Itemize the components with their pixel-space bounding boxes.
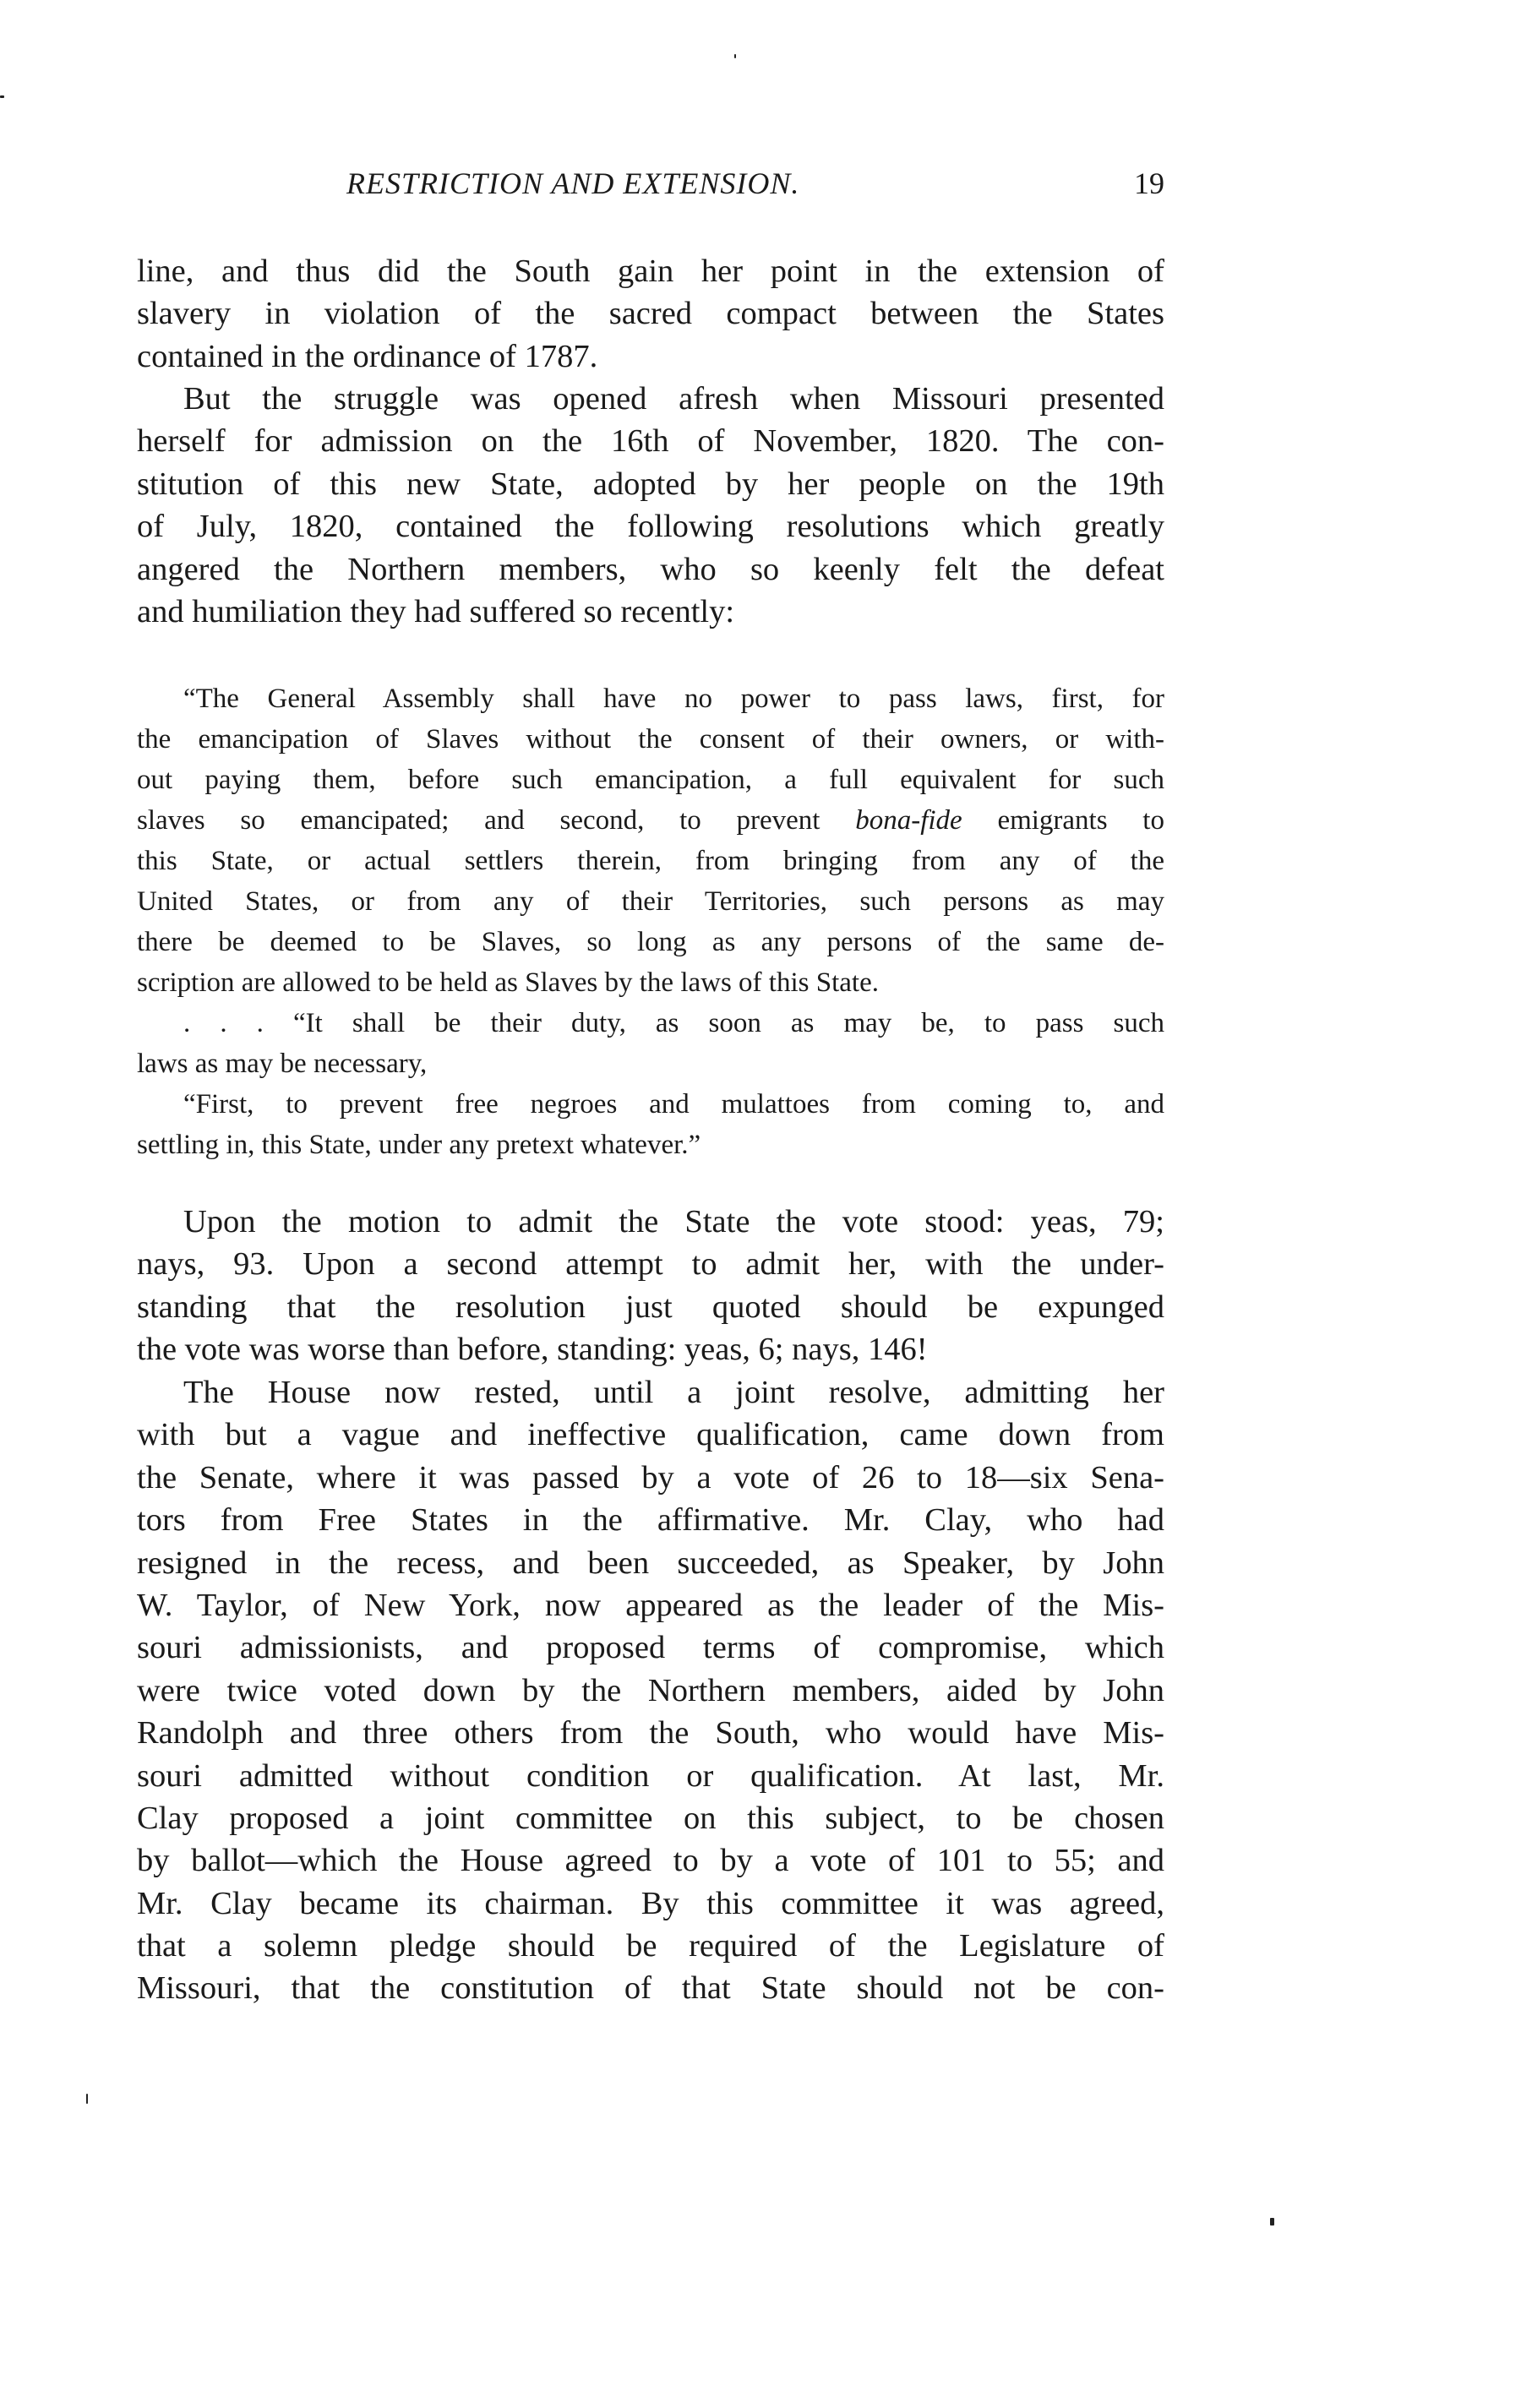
quote-line: settling in, this State, under any pretext whatever.”	[137, 1130, 701, 1160]
running-title: RESTRICTION AND EXTENSION.	[346, 166, 800, 200]
paragraph-2	[137, 378, 1164, 633]
text-line: the vote was worse than before, standing: yeas, 6; nays, 146!	[137, 1332, 928, 1368]
quote-line: . . . “It shall be their duty, as soon as may be, to pass such	[183, 1008, 1164, 1038]
scan-speck	[734, 54, 736, 58]
text-line: line, and thus did the South gain her point in the extension of	[137, 253, 1164, 289]
text-line: herself for admission on the 16th of November, 1820. The con-	[137, 423, 1164, 460]
quote-line: there be deemed to be Slaves, so long as any persons of the same de-	[137, 927, 1164, 957]
quote-line: out paying them, before such emancipation, a full equivalent for such	[137, 765, 1164, 795]
italic-term: bona-fide	[855, 805, 962, 836]
text-line: of July, 1820, contained the following resolutions which greatly	[137, 509, 1164, 545]
paragraph-1	[137, 250, 1164, 378]
quote-line: United States, or from any of their Territories, such persons as may	[137, 886, 1164, 917]
text-line: with but a vague and ineffective qualification, came down from	[137, 1417, 1164, 1453]
text-line: the Senate, where it was passed by a vote of 26 to 18—six Sena-	[137, 1459, 1164, 1495]
text-line: that a solemn pledge should be required of the Legislature of	[137, 1928, 1164, 1964]
paragraph-4	[137, 1371, 1164, 2010]
text-line: Clay proposed a joint committee on this subject, to be chosen	[137, 1800, 1164, 1836]
quote-line-text: slaves so emancipated; and second, to prevent	[137, 805, 856, 836]
text-line: But the struggle was opened afresh when Missouri presented	[183, 381, 1164, 417]
text-line: W. Taylor, of New York, now appeared as the leader of the Mis-	[137, 1587, 1164, 1623]
text-line: souri admissionists, and proposed terms of compromise, which	[137, 1630, 1164, 1666]
text-line: tors from Free States in the affirmative. Mr. Clay, who had	[137, 1502, 1164, 1539]
text-line: resigned in the recess, and been succeeded, as Speaker, by John	[137, 1544, 1164, 1581]
text-line: Randolph and three others from the South, who would have Mis-	[137, 1715, 1164, 1752]
block-quote	[137, 678, 1164, 1165]
text-line: angered the Northern members, who so keenly felt the defeat	[137, 551, 1164, 587]
quote-line: “The General Assembly shall have no power to pass laws, first, for	[183, 684, 1164, 714]
text-line: and humiliation they had suffered so recently:	[137, 593, 735, 629]
quote-line	[137, 800, 1164, 841]
running-head	[137, 166, 1164, 208]
text-line: standing that the resolution just quoted should be expunged	[137, 1288, 1164, 1325]
text-line: The House now rested, until a joint resolve, admitting her	[183, 1375, 1164, 1410]
page-number: 19	[1134, 166, 1164, 200]
scan-speck	[0, 95, 4, 98]
text-line: stitution of this new State, adopted by her people on the 19th	[137, 466, 1164, 502]
scan-speck	[86, 2094, 88, 2104]
quote-line: this State, or actual settlers therein, from bringing from any of the	[137, 846, 1164, 876]
text-line: nays, 93. Upon a second attempt to admit her, with the under-	[137, 1246, 1164, 1283]
quote-line: the emancipation of Slaves without the consent of their owners, or with-	[137, 724, 1164, 755]
quote-line: scription are allowed to be held as Slaves by the laws of this State.	[137, 967, 879, 998]
quote-line: laws as may be necessary,	[137, 1049, 428, 1079]
text-line: souri admitted without condition or qualification. At last, Mr.	[137, 1757, 1164, 1794]
text-line: by ballot—which the House agreed to by a vote of 101 to 55; and	[137, 1843, 1164, 1879]
text-line: were twice voted down by the Northern members, aided by John	[137, 1672, 1164, 1708]
quote-line-text: emigrants to	[962, 805, 1164, 836]
paragraph-3	[137, 1201, 1164, 1371]
text-line: Upon the motion to admit the State the vote stood: yeas, 79;	[183, 1204, 1164, 1239]
quote-line: “First, to prevent free negroes and mulattoes from coming to, and	[183, 1089, 1164, 1120]
text-line: slavery in violation of the sacred compact between the States	[137, 296, 1164, 332]
text-line: contained in the ordinance of 1787.	[137, 338, 598, 374]
scan-speck	[1270, 2218, 1274, 2225]
text-line: Mr. Clay became its chairman. By this committee it was agreed,	[137, 1885, 1164, 1921]
text-line: Missouri, that the constitution of that State should not be con-	[137, 1970, 1164, 2007]
